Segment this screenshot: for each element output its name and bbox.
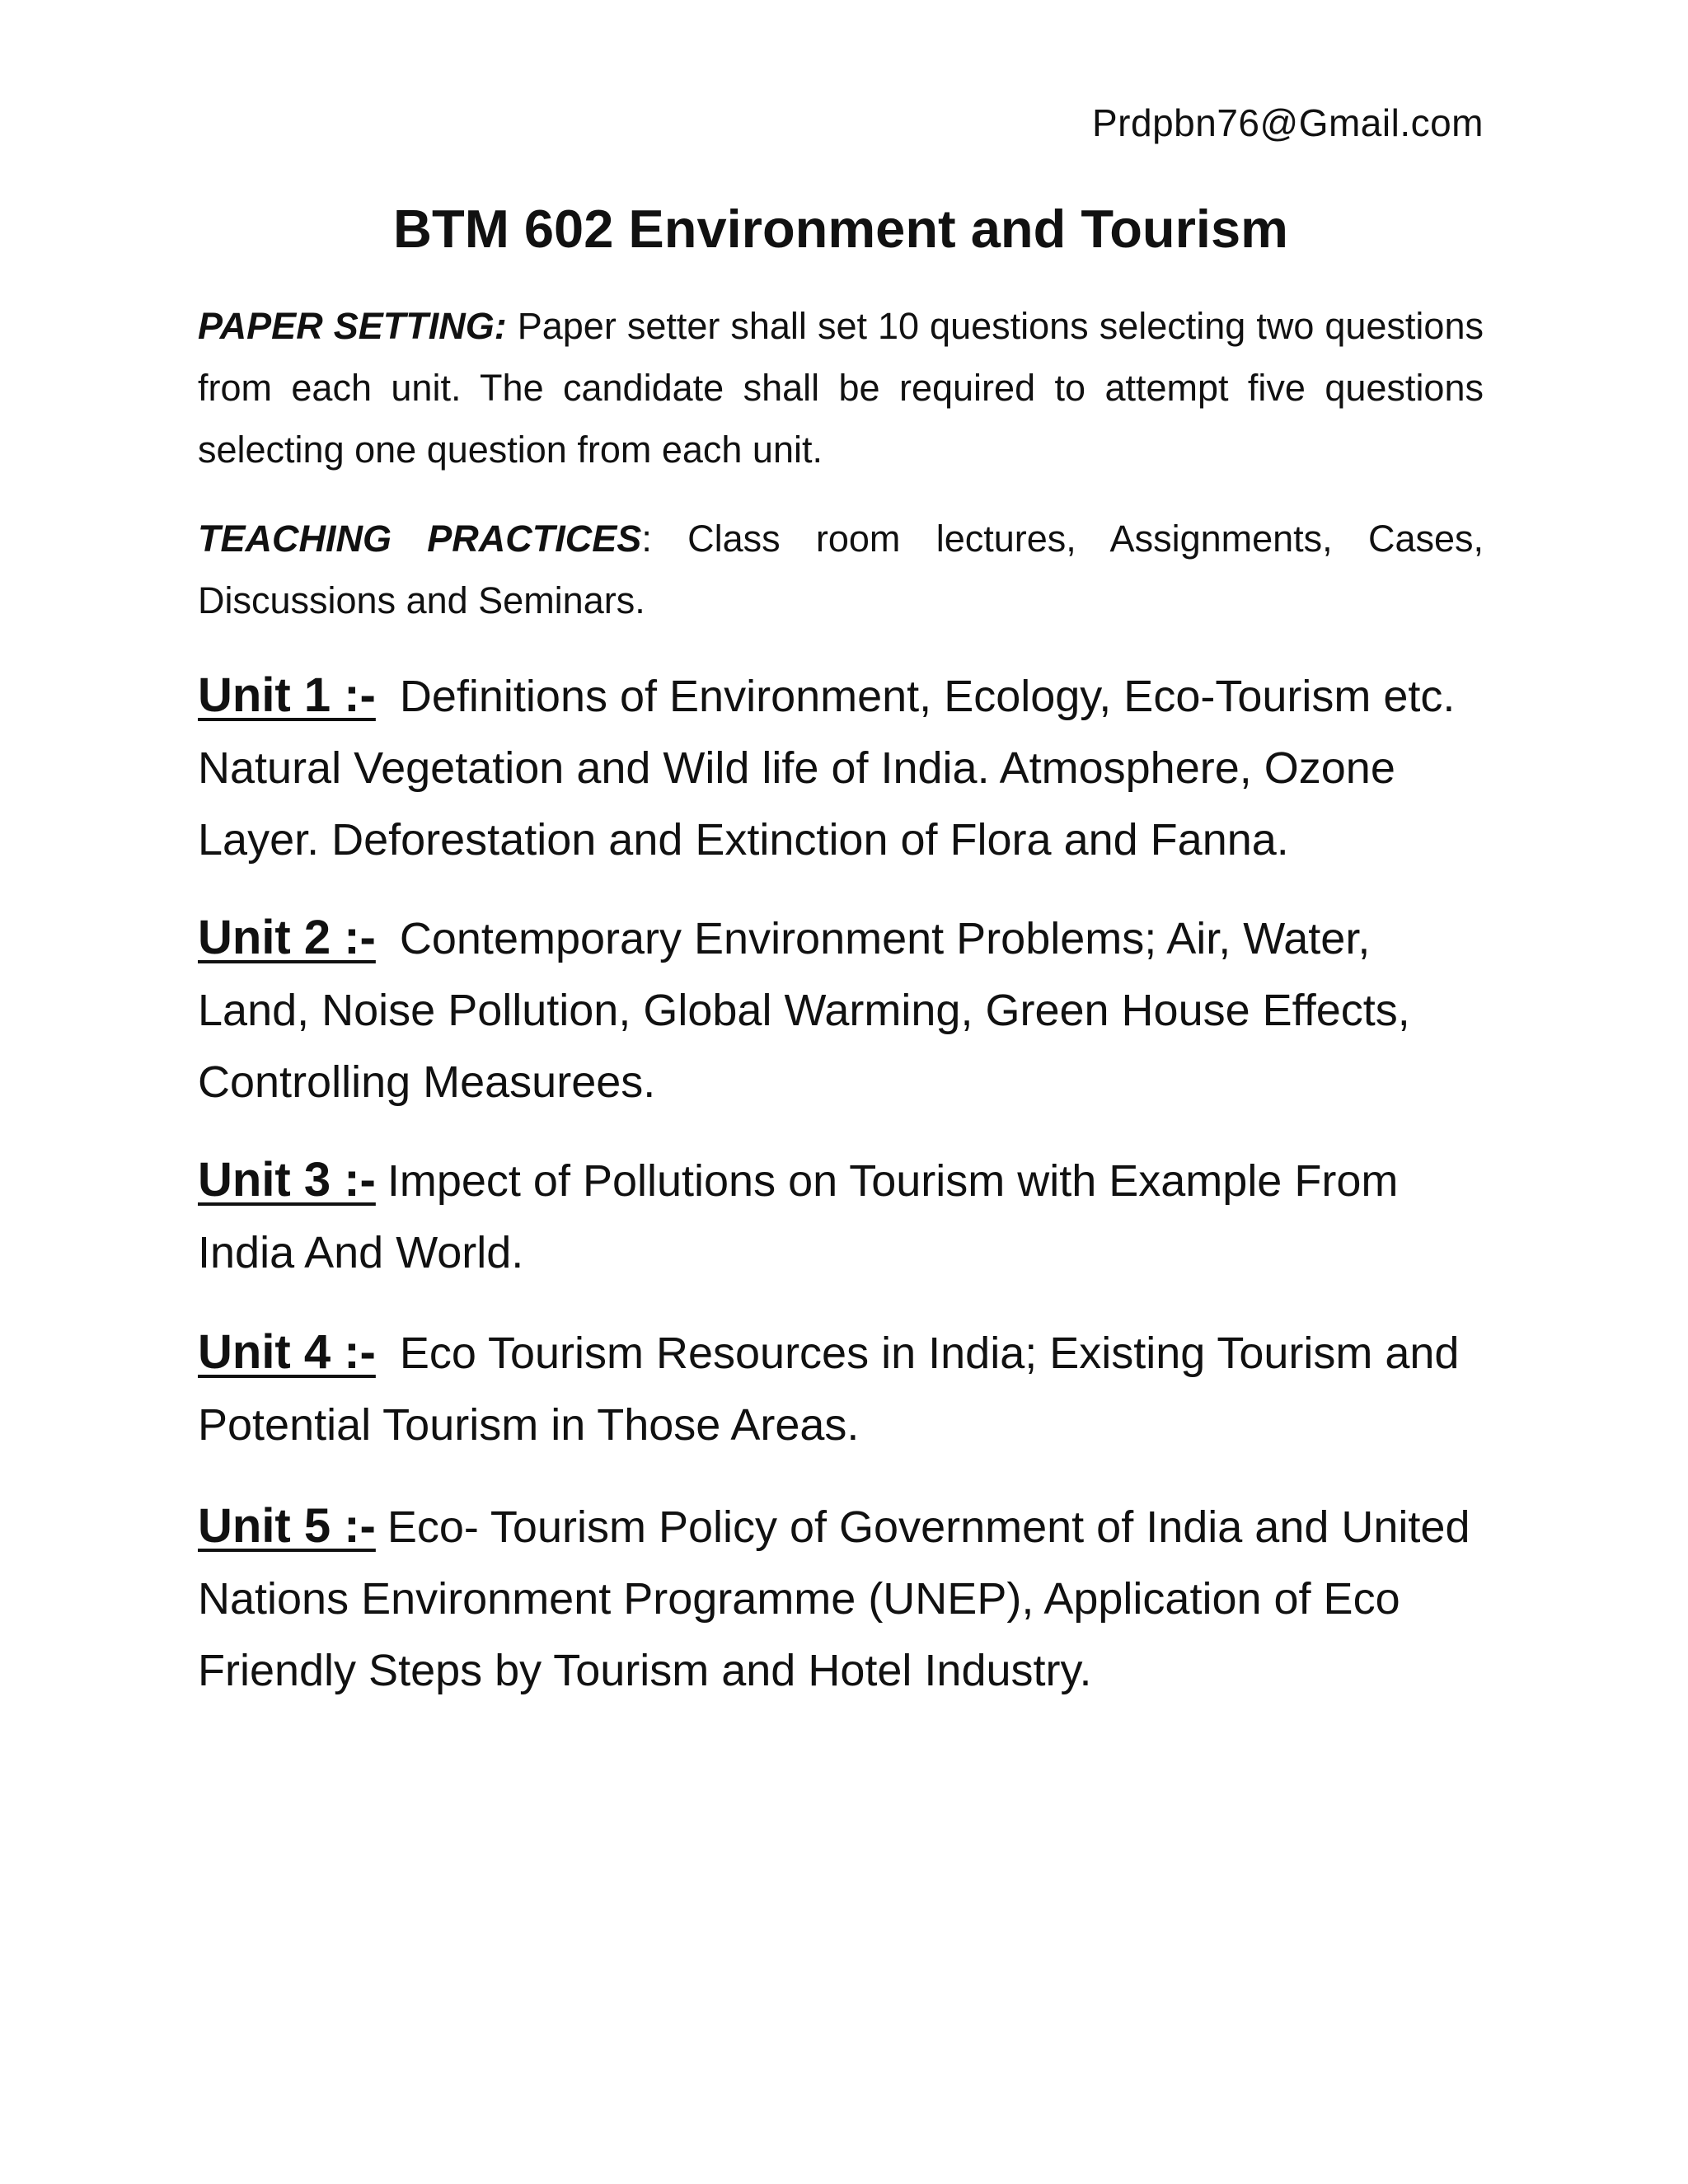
unit-5-section [198,1490,1484,1707]
unit-3-label: Unit 3 :- [198,1153,376,1207]
teaching-practices-label: TEACHING PRACTICES [198,518,642,560]
page-title: BTM 602 Environment and Tourism [393,199,1288,259]
unit-3-section [198,1144,1484,1289]
unit-4-text: Eco Tourism Resources in India; Existing Tourism and Potential Tourism in Those Areas. [198,1329,1460,1450]
unit-2-text: Contemporary Environment Problems; Air, Water, Land, Noise Pollution, Global Warming, Green House Effects, Controlling Measurees. [198,914,1410,1107]
unit-4-label: Unit 4 :- [198,1325,376,1379]
document-page [198,0,1484,2184]
paper-setting-paragraph [198,295,1484,480]
teaching-practices-text: : Class room lectures, Assignments, Cases, Discussions and Seminars. [198,518,1484,621]
unit-2-section [198,902,1484,1118]
unit-1-section [198,659,1484,876]
unit-1-text: Definitions of Environment, Ecology, Eco-Tourism etc. Natural Vegetation and Wild life of India. Atmosphere, Ozone Layer. Deforestation and Extinction of Flora and Fanna. [198,672,1456,865]
unit-1-label: Unit 1 :- [198,668,376,722]
author-email: Prdpbn76@Gmail.com [1092,101,1484,144]
unit-5-label: Unit 5 :- [198,1499,376,1553]
paper-setting-text: Paper setter shall set 10 questions selecting two questions from each unit. The candidate shall be required to attempt five questions selecting one question from each unit. [198,305,1484,471]
unit-4-section [198,1316,1484,1461]
unit-5-text: Eco- Tourism Policy of Government of India and United Nations Environment Programme (UNEP), Application of Eco Friendly Steps by Tourism and Hotel Industry. [198,1502,1470,1695]
unit-2-label: Unit 2 :- [198,911,376,964]
unit-3-text: Impect of Pollutions on Tourism with Example From India And World. [198,1156,1399,1277]
paper-setting-label: PAPER SETTING: [198,305,507,347]
teaching-practices-paragraph [198,508,1484,631]
